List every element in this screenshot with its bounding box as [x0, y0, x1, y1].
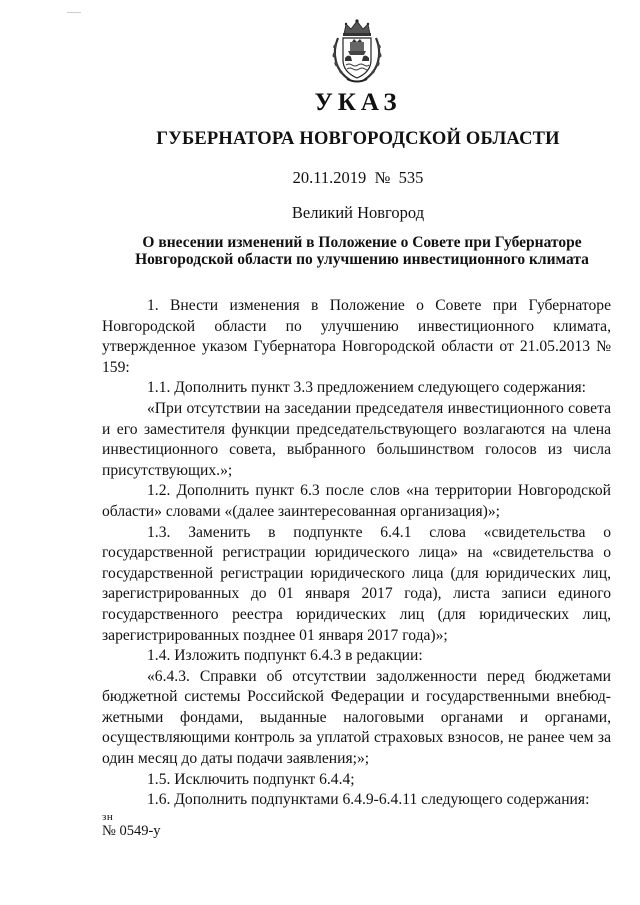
- paragraph-1: 1. Внести изменения в Положение о Совете при Губернаторе Новгородской области по улучшению инвестиционного климата, утвержденное указом Губернатора Новгородской области от 21.05.2013 № 159:: [102, 297, 611, 376]
- paragraph-1-6: 1.6. Дополнить подпунктами 6.4.9-6.4.11 следующего содержания:: [147, 791, 590, 809]
- coat-of-arms-icon: [330, 18, 384, 86]
- paragraph-quote-1: «При отсутствии на заседании председателя инвестиционного совета и его заместителя функции председательствующего возлагаются на члена инвестиционного совета, выбранного большинством голосов из числа присутствующих.»;: [102, 399, 611, 479]
- issuing-authority: ГУБЕРНАТОРА НОВГОРОДСКОЙ ОБЛАСТИ: [156, 129, 560, 149]
- paragraph-1-5: 1.5. Исключить подпункт 6.4.4;: [147, 770, 355, 788]
- paragraph-1-2: 1.2. Дополнить пункт 6.3 после слов «на территории Новгородской области» словами «(далее заинтересованная организация)»;: [102, 482, 611, 520]
- paragraph-1-1: 1.1. Дополнить пункт 3.3 предложением следующего содержания:: [147, 379, 587, 397]
- registration-number: № 0549-у: [102, 823, 161, 839]
- document-number: 535: [398, 168, 424, 187]
- city: Великий Новгород: [291, 203, 425, 222]
- document-subject: [112, 234, 612, 268]
- paragraph-1-4: 1.4. Изложить подпункт 6.4.3 в редакции:: [147, 647, 423, 665]
- number-sign: №: [374, 168, 391, 187]
- paragraph-quote-2: «6.4.3. Справки об отсутствии задолженности перед бюджетами бюджетной системы Российской Федерации и государственными внебюд-жетными фондами, выданные налоговыми органами и органами, осуществляющими контроль за уплатой страховых взносов, не ранее чем за один месяц до даты подачи заявления;»;: [102, 667, 611, 768]
- document-date: 20.11.2019: [292, 168, 367, 187]
- subject-line-2: Новгородской области по улучшению инвестиционного климата: [135, 251, 589, 268]
- subject-line-1: О внесении изменений в Положение о Совете при Губернаторе: [142, 234, 582, 251]
- document-body: [102, 296, 611, 811]
- footer: [102, 810, 161, 838]
- date-number-line: [38, 168, 640, 188]
- paragraph-1-3: 1.3. Заменить в подпункте 6.4.1 слова «свидетельства о государственной регистрации юридического лица» на «свидетельства о государственной регистрации юридического лица (для юридических лиц, зарегистрированных до 01 января 2017 года), листа записи единого государственного реестра юридических лиц (для юридических лиц, зарегистрированных позднее 01 января 2017 года)»;: [102, 523, 611, 644]
- page-corner-mark: [67, 12, 81, 13]
- author-initials: зн: [102, 811, 114, 823]
- document-title: УКАЗ: [314, 89, 402, 116]
